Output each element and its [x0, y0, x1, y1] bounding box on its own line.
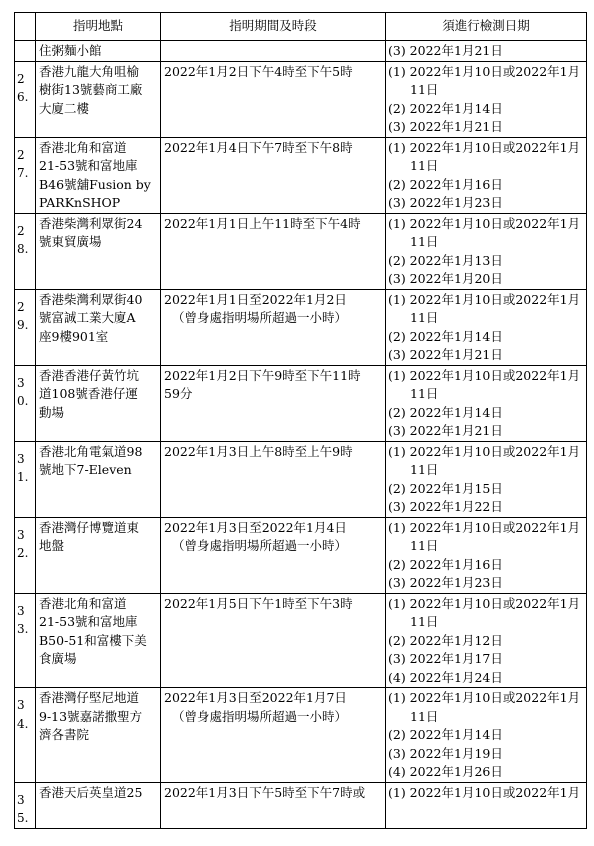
period-line: 2022年1月3日上午8時至上午9時 [164, 443, 353, 459]
test-date-line: (1) 2022年1月10日或2022年1月 [388, 215, 581, 231]
location-line: 食廣場 [39, 651, 77, 666]
specified-premises-table [14, 12, 587, 829]
row-number: 28. [15, 213, 36, 289]
test-date-line: (2) 2022年1月14日 [388, 328, 503, 344]
test-dates-cell [386, 41, 587, 62]
period-line: 2022年1月3日下午5時至下午7時或 [164, 784, 366, 800]
location-line: 座9樓901室 [39, 328, 109, 344]
test-date-line: (4) 2022年1月26日 [388, 764, 503, 779]
test-date-line: (1) 2022年1月10日或2022年1月 [388, 595, 581, 611]
test-date-line: (3) 2022年1月20日 [388, 271, 503, 286]
test-date-line: (1) 2022年1月10日或2022年1月 [388, 139, 581, 155]
period-note: （曾身處指明場所超過一小時） [172, 708, 348, 724]
period-note: （曾身處指明場所超過一小時） [172, 310, 348, 325]
table-row [15, 593, 587, 688]
test-date-line: (3) 2022年1月22日 [388, 499, 503, 514]
location-line: 道108號香港仔運 [39, 386, 138, 401]
test-dates-cell [386, 289, 587, 365]
location-line: PARKnSHOP [39, 195, 121, 210]
period-line: 2022年1月2日下午9時至下午11時 [164, 367, 361, 383]
test-date-line: (2) 2022年1月12日 [388, 632, 503, 648]
location-cell [36, 41, 161, 62]
row-number: 33. [15, 593, 36, 688]
test-date-continuation: 11日 [410, 234, 439, 249]
header-test-dates: 須進行檢測日期 [386, 13, 587, 41]
location-line: 21-53號和富地庫 [39, 614, 138, 629]
row-number: 35. [15, 782, 36, 828]
test-date-line: (3) 2022年1月19日 [388, 745, 503, 761]
period-cell [161, 517, 386, 593]
test-dates-cell [386, 782, 587, 828]
location-line: 香港灣仔堅尼地道 [39, 690, 140, 705]
test-date-line: (3) 2022年1月23日 [388, 195, 503, 210]
location-line: 地盤 [39, 538, 65, 553]
table-row-continued [15, 41, 587, 62]
location-cell [36, 289, 161, 365]
row-number: 29. [15, 289, 36, 365]
location-line: 香港北角和富道 [39, 139, 127, 155]
row-number: 31. [15, 441, 36, 517]
row-number: 27. [15, 137, 36, 213]
location-cell [36, 365, 161, 441]
location-cell [36, 61, 161, 137]
table-row [15, 61, 587, 137]
location-line: 香港灣仔博覽道東 [39, 519, 140, 535]
test-date-continuation: 11日 [410, 82, 439, 97]
location-line: 濟各書院 [39, 727, 90, 742]
location-line: 香港柴灣利眾街24 [39, 215, 143, 231]
test-date-line: (4) 2022年1月24日 [388, 669, 503, 685]
period-cell [161, 61, 386, 137]
location-line: 9-13號嘉諾撒聖方 [39, 708, 143, 724]
test-dates-cell [386, 365, 587, 441]
header-number-cell [15, 13, 36, 41]
row-number: 26. [15, 61, 36, 137]
row-number: 32. [15, 517, 36, 593]
test-date-continuation: 11日 [410, 462, 439, 477]
location-line: B50-51和富樓下美 [39, 632, 147, 648]
test-date-line: (2) 2022年1月14日 [388, 404, 503, 420]
table-row [15, 365, 587, 441]
period-cell [161, 213, 386, 289]
test-date-line: (1) 2022年1月10日或2022年1月 [388, 690, 581, 705]
test-dates-cell [386, 517, 587, 593]
location-line: 號東貿廣場 [39, 234, 102, 249]
period-cell [161, 593, 386, 688]
period-line: 59分 [164, 386, 193, 401]
test-dates-cell [386, 137, 587, 213]
location-line: 大廈二樓 [39, 100, 90, 116]
location-cell [36, 593, 161, 688]
header-location: 指明地點 [36, 13, 161, 41]
test-date-continuation: 11日 [410, 310, 439, 325]
table-row [15, 782, 587, 828]
period-cell [161, 41, 386, 62]
period-line: 2022年1月2日下午4時至下午5時 [164, 63, 353, 79]
test-date-line: (1) 2022年1月10日或2022年1月 [388, 63, 581, 79]
test-date-continuation: 11日 [410, 386, 439, 401]
location-line: 香港香港仔黃竹坑 [39, 367, 140, 383]
test-date-line: (3) 2022年1月21日 [388, 347, 503, 362]
test-date-line: (1) 2022年1月10日或2022年1月 [388, 784, 581, 800]
location-line: 動場 [39, 404, 65, 420]
test-date-line: (1) 2022年1月10日或2022年1月 [388, 367, 581, 383]
period-line: 2022年1月1日至2022年1月2日 [164, 291, 347, 307]
test-date-line: (3) 2022年1月21日 [388, 119, 503, 134]
test-date-line: (2) 2022年1月13日 [388, 252, 503, 268]
test-date-line: (3) 2022年1月17日 [388, 651, 503, 666]
period-line: 2022年1月5日下午1時至下午3時 [164, 595, 353, 611]
location-line: 號富誠工業大廈A [39, 310, 136, 325]
location-cell [36, 688, 161, 783]
test-date-line: (3) 2022年1月21日 [388, 423, 503, 438]
period-cell [161, 365, 386, 441]
period-cell [161, 782, 386, 828]
location-line: B46號舖Fusion by [39, 176, 151, 192]
location-line: 香港北角電氣道98 [39, 443, 143, 459]
period-cell [161, 688, 386, 783]
period-line: 2022年1月3日至2022年1月7日 [164, 690, 347, 705]
row-number [15, 41, 36, 62]
header-period: 指明期間及時段 [161, 13, 386, 41]
location-line: 號地下7-Eleven [39, 462, 132, 477]
notice-document [14, 12, 588, 846]
period-cell [161, 137, 386, 213]
period-line: 2022年1月3日至2022年1月4日 [164, 519, 347, 535]
period-line: 2022年1月1日上午11時至下午4時 [164, 215, 361, 231]
location-line: 香港九龍大角咀榆 [39, 63, 140, 79]
location-cell [36, 213, 161, 289]
location-cell [36, 517, 161, 593]
location-line: 21-53號和富地庫 [39, 158, 138, 173]
table-row [15, 213, 587, 289]
table-row [15, 137, 587, 213]
test-dates-cell [386, 593, 587, 688]
row-number: 30. [15, 365, 36, 441]
period-line: 2022年1月4日下午7時至下午8時 [164, 139, 353, 155]
test-date-line: (3) 2022年1月21日 [388, 43, 503, 58]
test-dates-cell [386, 213, 587, 289]
test-date-continuation: 11日 [410, 158, 439, 173]
test-date-line: (1) 2022年1月10日或2022年1月 [388, 443, 581, 459]
period-cell [161, 441, 386, 517]
table-row [15, 441, 587, 517]
row-number: 34. [15, 688, 36, 783]
test-date-line: (1) 2022年1月10日或2022年1月 [388, 519, 581, 535]
test-date-line: (2) 2022年1月15日 [388, 480, 503, 496]
test-dates-cell [386, 441, 587, 517]
test-date-continuation: 11日 [410, 708, 439, 724]
test-date-line: (2) 2022年1月16日 [388, 176, 503, 192]
test-date-line: (2) 2022年1月14日 [388, 727, 503, 742]
test-date-line: (3) 2022年1月23日 [388, 575, 503, 590]
table-row [15, 517, 587, 593]
test-date-line: (1) 2022年1月10日或2022年1月 [388, 291, 581, 307]
location-line: 樹街13號藝商工廠 [39, 82, 143, 97]
location-line: 香港天后英皇道25 [39, 784, 143, 800]
test-date-line: (2) 2022年1月16日 [388, 556, 503, 572]
location-cell [36, 137, 161, 213]
location-cell [36, 441, 161, 517]
location-line: 香港柴灣利眾街40 [39, 291, 143, 307]
table-row [15, 289, 587, 365]
test-date-continuation: 11日 [410, 538, 439, 553]
test-date-continuation: 11日 [410, 614, 439, 629]
period-note: （曾身處指明場所超過一小時） [172, 538, 348, 553]
table-header-row [15, 13, 587, 41]
test-date-line: (2) 2022年1月14日 [388, 100, 503, 116]
test-dates-cell [386, 688, 587, 783]
period-cell [161, 289, 386, 365]
location-line: 住粥麵小館 [39, 43, 102, 58]
location-line: 香港北角和富道 [39, 595, 127, 611]
table-row [15, 688, 587, 783]
location-cell [36, 782, 161, 828]
test-dates-cell [386, 61, 587, 137]
